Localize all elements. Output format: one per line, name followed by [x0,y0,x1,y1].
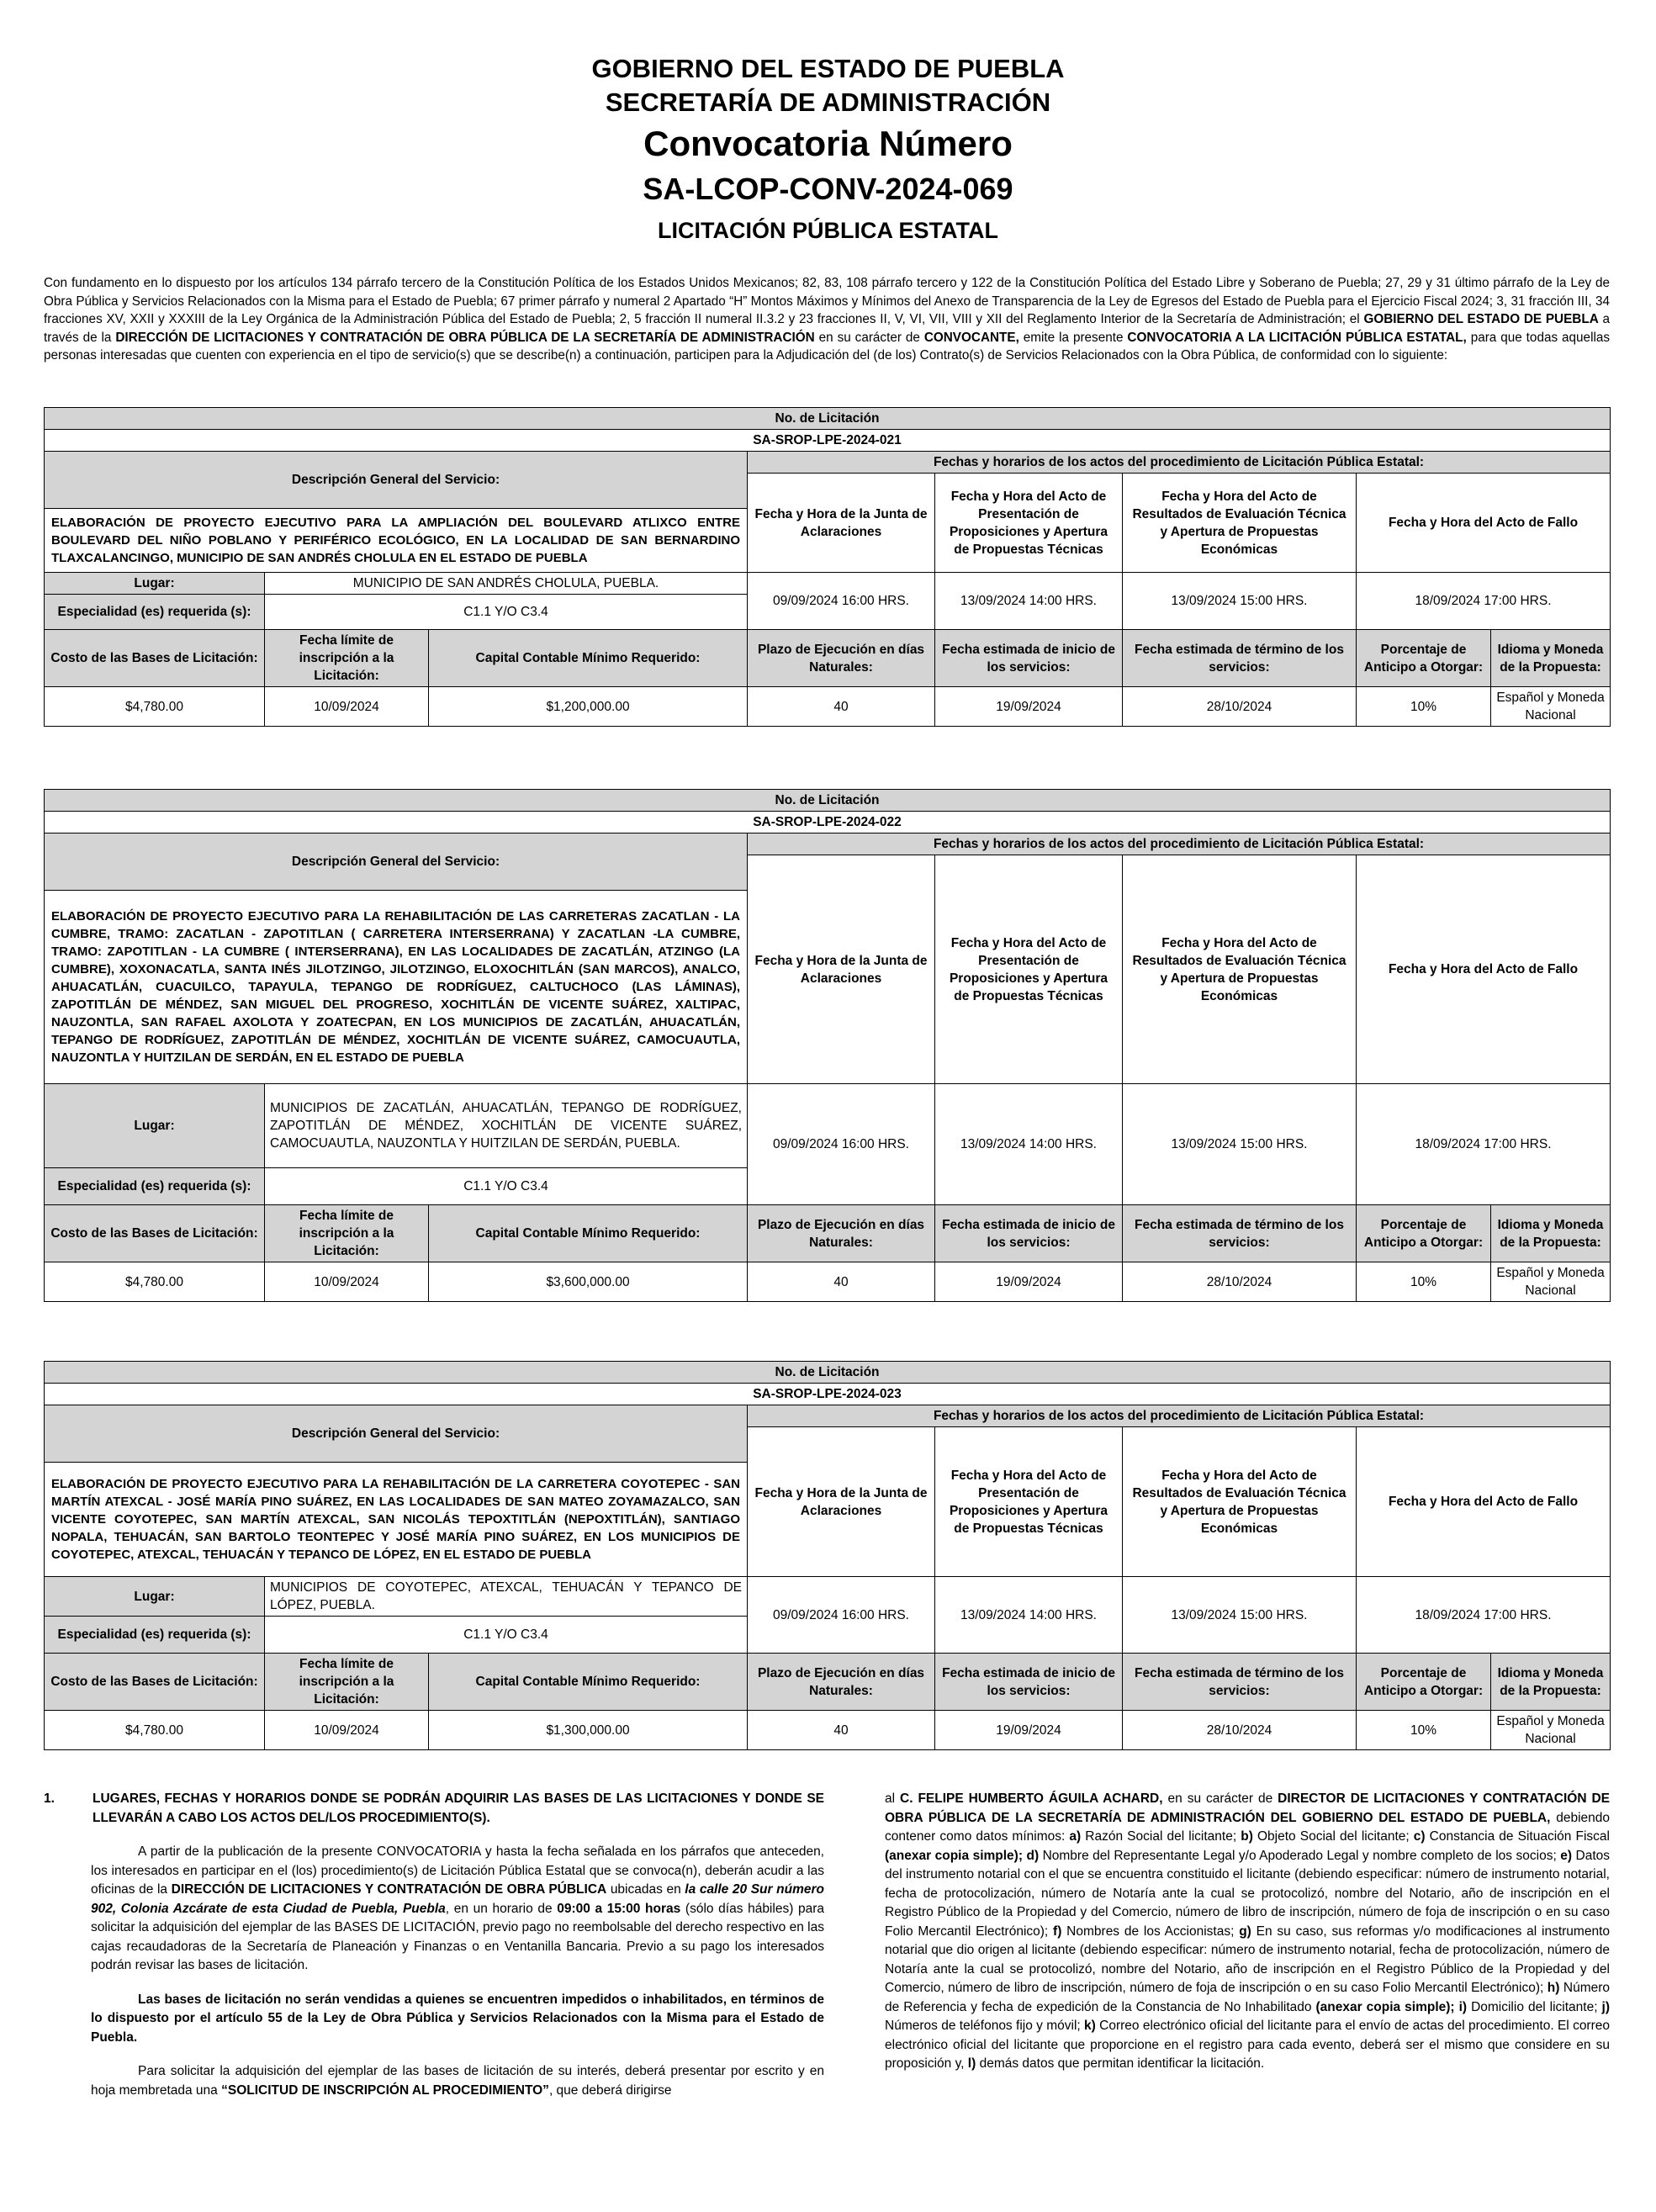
anticipo-label: Porcentaje de Anticipo a Otorgar: [1357,630,1491,687]
fallo-value: 18/09/2024 17:00 HRS. [1357,573,1611,630]
especialidad-label: Especialidad (es) requerida (s): [45,1617,265,1654]
descripcion-label: Descripción General del Servicio: [45,833,748,891]
fecha-limite-label: Fecha límite de inscripción a la Licitación: [265,1654,429,1711]
anticipo-label: Porcentaje de Anticipo a Otorgar: [1357,1205,1491,1262]
anticipo-value: 10% [1357,1262,1491,1302]
inicio-value: 19/09/2024 [935,687,1123,727]
resultados-label: Fecha y Hora del Acto de Resultados de Evaluación Técnica y Apertura de Propuestas Económicas [1123,855,1357,1084]
anticipo-value: 10% [1357,687,1491,727]
idioma-value: Español y Moneda Nacional [1491,1262,1611,1302]
anticipo-label: Porcentaje de Anticipo a Otorgar: [1357,1654,1491,1711]
junta-label: Fecha y Hora de la Junta de Aclaraciones [748,1427,935,1577]
header-secretaria: SECRETARÍA DE ADMINISTRACIÓN [605,87,1051,117]
capital-value: $1,200,000.00 [429,687,748,727]
document-header [0,52,1656,247]
plazo-label: Plazo de Ejecución en días Naturales: [748,1654,935,1711]
termino-label: Fecha estimada de término de los servicios: [1123,1205,1357,1262]
header-tipo: LICITACIÓN PÚBLICA ESTATAL [658,218,998,243]
descripcion-text: ELABORACIÓN DE PROYECTO EJECUTIVO PARA LA REHABILITACIÓN DE LA CARRETERA COYOTEPEC - SAN MARTÍN ATEXCAL - JOSÉ MARÍA PINO SUÁREZ, EN LAS LOCALIDADES DE SAN MATEO ZOYAMAZALCO, SAN VICENTE COYOTEPEC, SAN MARTÍN ATEXCAL, SAN NICOLÁS TEPOXTITLÁN (NEPOXTITLÁN), SANTIAGO NOPALA, TEHUACÁN, SAN BARTOLO TEONTEPEC Y JOSÉ MARÍA PINO SUÁREZ, EN LOS MUNICIPIOS DE COYOTEPEC, ATEXCAL, TEHUACÁN Y TEPANCO DE LÓPEZ, EN EL ESTADO DE PUEBLA [45,1463,748,1577]
presentacion-label: Fecha y Hora del Acto de Presentación de Proposiciones y Apertura de Propuestas Técnicas [935,855,1123,1084]
junta-value: 09/09/2024 16:00 HRS. [748,1084,935,1205]
left-column [44,1790,824,2100]
plazo-value: 40 [748,1711,935,1750]
fechas-horarios-label: Fechas y horarios de los actos del procedimiento de Licitación Pública Estatal: [748,833,1611,855]
plazo-value: 40 [748,687,935,727]
fallo-label: Fecha y Hora del Acto de Fallo [1357,855,1611,1084]
resultados-label: Fecha y Hora del Acto de Resultados de Evaluación Técnica y Apertura de Propuestas Económicas [1123,1427,1357,1577]
licitacion-number: SA-SROP-LPE-2024-021 [45,430,1611,452]
licitacion-number: SA-SROP-LPE-2024-023 [45,1384,1611,1405]
fallo-label: Fecha y Hora del Acto de Fallo [1357,1427,1611,1577]
licitacion-table-3 [44,1361,1611,1750]
inicio-label: Fecha estimada de inicio de los servicios: [935,630,1123,687]
idioma-value: Español y Moneda Nacional [1491,687,1611,727]
capital-label: Capital Contable Mínimo Requerido: [429,630,748,687]
section-title: LUGARES, FECHAS Y HORARIOS DONDE SE PODRÁN ADQUIRIR LAS BASES DE LAS LICITACIONES Y DONDE SE LLEVARÁN A CABO LOS ACTOS DEL/LOS PROCEDIMIENTO(S). [93,1791,824,1825]
capital-label: Capital Contable Mínimo Requerido: [429,1654,748,1711]
lugar-value: MUNICIPIO DE SAN ANDRÉS CHOLULA, PUEBLA. [265,573,748,595]
header-convocatoria: Convocatoria Número [643,124,1013,163]
descripcion-label: Descripción General del Servicio: [45,1405,748,1463]
capital-value: $1,300,000.00 [429,1711,748,1750]
idioma-label: Idioma y Moneda de la Propuesta: [1491,630,1611,687]
lugar-label: Lugar: [45,1577,265,1617]
especialidad-label: Especialidad (es) requerida (s): [45,595,265,630]
presentacion-label: Fecha y Hora del Acto de Presentación de Proposiciones y Apertura de Propuestas Técnicas [935,1427,1123,1577]
descripcion-label: Descripción General del Servicio: [45,452,748,509]
resultados-label: Fecha y Hora del Acto de Resultados de Evaluación Técnica y Apertura de Propuestas Económicas [1123,474,1357,573]
plazo-label: Plazo de Ejecución en días Naturales: [748,1205,935,1262]
inicio-value: 19/09/2024 [935,1711,1123,1750]
idioma-label: Idioma y Moneda de la Propuesta: [1491,1205,1611,1262]
resultados-value: 13/09/2024 15:00 HRS. [1123,1577,1357,1654]
section-1-paragraph-1: A partir de la publicación de la presente CONVOCATORIA y hasta la fecha señalada en los párrafos que anteceden, los interesados en participar en el (los) procedimiento(s) de Licitación Pública Estatal que se convoca(n), deberán acudir a las oficinas de la DIRECCIÓN DE LICITACIONES Y CONTRATACIÓN DE OBRA PÚBLICA ubicadas en la calle 20 Sur número 902, Colonia Azcárate de esta Ciudad de Puebla, Puebla, en un horario de 09:00 a 15:00 horas (sólo días hábiles) para solicitar la adquisición del ejemplar de las BASES DE LICITACIÓN, previo pago no reembolsable del derecho respectivo en las cajas recaudadoras de la Secretaría de Planeación y Finanzas o en Ventanilla Bancaria. Previo a su pago los interesados podrán revisar las bases de licitación. [91,1844,825,1972]
fecha-limite-label: Fecha límite de inscripción a la Licitación: [265,1205,429,1262]
junta-label: Fecha y Hora de la Junta de Aclaraciones [748,474,935,573]
no-licitacion-label: No. de Licitación [45,790,1611,812]
inicio-value: 19/09/2024 [935,1262,1123,1302]
lugar-value: MUNICIPIOS DE ZACATLÁN, AHUACATLÁN, TEPANGO DE RODRÍGUEZ, ZAPOTITLÁN DE MÉNDEZ, XOCHITLÁN DE VICENTE SUÁREZ, CAMOCUAUTLA, NAUZONTLA Y HUITZILAN DE SERDÁN, PUEBLA. [265,1084,748,1168]
termino-label: Fecha estimada de término de los servicios: [1123,630,1357,687]
costo-value: $4,780.00 [45,1262,265,1302]
especialidad-label: Especialidad (es) requerida (s): [45,1168,265,1205]
termino-label: Fecha estimada de término de los servicios: [1123,1654,1357,1711]
fallo-value: 18/09/2024 17:00 HRS. [1357,1084,1611,1205]
licitacion-table-1 [44,407,1611,727]
lugar-label: Lugar: [45,1084,265,1168]
fechas-horarios-label: Fechas y horarios de los actos del procedimiento de Licitación Pública Estatal: [748,452,1611,474]
no-licitacion-label: No. de Licitación [45,408,1611,430]
right-column: al C. FELIPE HUMBERTO ÁGUILA ACHARD, en su carácter de DIRECTOR DE LICITACIONES Y CONTRATACIÓN DE OBRA PÚBLICA DE LA SECRETARÍA DE ADMINISTRACIÓN DEL GOBIERNO DEL ESTADO DE PUEBLA, debiendo contener como datos mínimos: a) Razón Social del licitante; b) Objeto Social del licitante; c) Constancia de Situación Fiscal (anexar copia simple); d) Nombre del Representante Legal y/o Apoderado Legal y nombre completo de los socios; e) Datos del instrumento notarial con el que se encuentra constituido el licitante (debiendo especificar: número de instrumento notarial, fecha de protocolización, número de Notaría ante la cual se protocolizó, nombre del Notario, año de inscripción en el Registro Público de la Propiedad y del Comercio, número de libro de inscripción, número de foja de inscripción o en su caso Folio Mercantil Electrónico); f) Nombres de los Accionistas; g) En su caso, sus reformas y/o modificaciones al instrumento notarial que dio origen al licitante (debiendo especificar: número de instrumento notarial, fecha de protocolización, número de Notaría ante la cual se protocolizó, nombre del Notario, año de inscripción en el Registro Público de la Propiedad y del Comercio, número de libro de inscripción, número de foja de inscripción o en su caso Folio Mercantil Electrónico); h) Número de Referencia y fecha de expedición de la Constancia de No Inhabilitado (anexar copia simple); i) Domicilio del licitante; j) Números de teléfonos fijo y móvil; k) Correo electrónico oficial del licitante para el envío de actas del procedimiento. El correo electrónico oficial del licitante que proporcione en el registro para cada evento, deberá ser el mismo que considere en su proposición y, l) demás datos que permitan identificar la licitación. [885,1791,1611,2071]
presentacion-label: Fecha y Hora del Acto de Presentación de Proposiciones y Apertura de Propuestas Técnicas [935,474,1123,573]
costo-value: $4,780.00 [45,687,265,727]
descripcion-text: ELABORACIÓN DE PROYECTO EJECUTIVO PARA LA REHABILITACIÓN DE LAS CARRETERAS ZACATLAN - LA CUMBRE, TRAMO: ZACATLAN - ZAPOTITLAN ( CARRETERA INTERSERRANA) Y ZACATLAN -LA CUMBRE, TRAMO: ZAPOTITLAN - LA CUMBRE ( INTERSERRANA), EN LAS LOCALIDADES DE ZACATLÁN, ATZINGO (LA CUMBRE), XOXONACATLA, SANTA INÉS JILOTZINGO, JILOTZINGO, ELOXOCHITLÁN (SAN MARCOS), ANALCO, AHUACATLÁN, CUACUILCO, TAPAYULA, TEPANGO DE RODRÍGUEZ, CALTUCHOCO (LAS LÁMINAS), ZAPOTITLÁN DE MÉNDEZ, SAN MIGUEL DEL PROGRESO, XOCHITLÁN DE VICENTE SUÁREZ, XALTIPAC, NAUZONTLA, SAN RAFAEL AXOLOTA Y ZOATECPAN, EN LOS MUNICIPIOS DE ZACATLÁN, AHUACATLÁN, TEPANGO DE RODRÍGUEZ, ZAPOTITLÁN DE MÉNDEZ, XOCHITLÁN DE VICENTE SUÁREZ, CAMOCUAUTLA, NAUZONTLA Y HUITZILAN DE SERDÁN, EN EL ESTADO DE PUEBLA [45,891,748,1084]
fecha-limite-label: Fecha límite de inscripción a la Licitación: [265,630,429,687]
termino-value: 28/10/2024 [1123,1262,1357,1302]
presentacion-value: 13/09/2024 14:00 HRS. [935,573,1123,630]
intro-paragraph: Con fundamento en lo dispuesto por los artículos 134 párrafo tercero de la Constitución Política de los Estados Unidos Mexicanos; 82, 83, 108 párrafo tercero y 122 de la Constitución Política del Estado Libre y Soberano de Puebla; 27, 29 y 31 último párrafo de la Ley de Obra Pública y Servicios Relacionados con la Misma para el Estado de Puebla; 67 primer párrafo y numeral 2 Apartado “H” Montos Máximos y Mínimos del Anexo de Transparencia de la Ley de Egresos del Estado de Puebla para el Ejercicio Fiscal 2024; 3, 31 fracción III, 34 fracciones XV, XXII y XXXIII de la Ley Orgánica de la Administración Pública del Estado de Puebla; 2, 5 fracción II numeral II.3.2 y 23 fracciones II, V, VI, VII, VIII y XII del Reglamento Interior de la Secretaría de Administración; el GOBIERNO DEL ESTADO DE PUEBLA a través de la DIRECCIÓN DE LICITACIONES Y CONTRATACIÓN DE OBRA PÚBLICA DE LA SECRETARÍA DE ADMINISTRACIÓN en su carácter de CONVOCANTE, emite la presente CONVOCATORIA A LA LICITACIÓN PÚBLICA ESTATAL, para que todas aquellas personas interesadas que cuenten con experiencia en el tipo de servicio(s) que se describe(n) a continuación, participen para la Adjudicación del (de los) Contrato(s) de Servicios Relacionados con la Obra Pública, de conformidad con lo siguiente: [44,276,1611,362]
fechas-horarios-label: Fechas y horarios de los actos del procedimiento de Licitación Pública Estatal: [748,1405,1611,1427]
presentacion-value: 13/09/2024 14:00 HRS. [935,1084,1123,1205]
lugar-value: MUNICIPIOS DE COYOTEPEC, ATEXCAL, TEHUACÁN Y TEPANCO DE LÓPEZ, PUEBLA. [265,1577,748,1617]
inicio-label: Fecha estimada de inicio de los servicios: [935,1654,1123,1711]
especialidad-value: C1.1 Y/O C3.4 [265,595,748,630]
termino-value: 28/10/2024 [1123,1711,1357,1750]
lugar-label: Lugar: [45,573,265,595]
plazo-label: Plazo de Ejecución en días Naturales: [748,630,935,687]
header-gobierno: GOBIERNO DEL ESTADO DE PUEBLA [591,54,1065,83]
no-licitacion-label: No. de Licitación [45,1362,1611,1384]
costo-value: $4,780.00 [45,1711,265,1750]
idioma-value: Español y Moneda Nacional [1491,1711,1611,1750]
fallo-label: Fecha y Hora del Acto de Fallo [1357,474,1611,573]
header-numero: SA-LCOP-CONV-2024-069 [643,172,1013,206]
junta-value: 09/09/2024 16:00 HRS. [748,1577,935,1654]
section-1-paragraph-2: Las bases de licitación no serán vendidas a quienes se encuentren impedidos o inhabilitados, en términos de lo dispuesto por el artículo 55 de la Ley de Obra Pública y Servicios Relacionados con la Misma para el Estado de Puebla. [91,1992,824,2045]
junta-value: 09/09/2024 16:00 HRS. [748,573,935,630]
section-number: 1. [44,1791,55,1806]
section-1-paragraph-3: Para solicitar la adquisición del ejemplar de las bases de licitación de su interés, deberá presentar por escrito y en hoja membretada una “SOLICITUD DE INSCRIPCIÓN AL PROCEDIMIENTO”, que deberá dirigirse [91,2064,824,2098]
resultados-value: 13/09/2024 15:00 HRS. [1123,1084,1357,1205]
section-1-heading [44,1790,824,1828]
termino-value: 28/10/2024 [1123,687,1357,727]
junta-label: Fecha y Hora de la Junta de Aclaraciones [748,855,935,1084]
licitacion-number: SA-SROP-LPE-2024-022 [45,812,1611,833]
presentacion-value: 13/09/2024 14:00 HRS. [935,1577,1123,1654]
costo-label: Costo de las Bases de Licitación: [45,1205,265,1262]
plazo-value: 40 [748,1262,935,1302]
anticipo-value: 10% [1357,1711,1491,1750]
costo-label: Costo de las Bases de Licitación: [45,630,265,687]
costo-label: Costo de las Bases de Licitación: [45,1654,265,1711]
resultados-value: 13/09/2024 15:00 HRS. [1123,573,1357,630]
fecha-limite-value: 10/09/2024 [265,687,429,727]
idioma-label: Idioma y Moneda de la Propuesta: [1491,1654,1611,1711]
licitacion-table-2 [44,789,1611,1302]
capital-value: $3,600,000.00 [429,1262,748,1302]
capital-label: Capital Contable Mínimo Requerido: [429,1205,748,1262]
especialidad-value: C1.1 Y/O C3.4 [265,1617,748,1654]
fecha-limite-value: 10/09/2024 [265,1711,429,1750]
fallo-value: 18/09/2024 17:00 HRS. [1357,1577,1611,1654]
fecha-limite-value: 10/09/2024 [265,1262,429,1302]
especialidad-value: C1.1 Y/O C3.4 [265,1168,748,1205]
inicio-label: Fecha estimada de inicio de los servicios: [935,1205,1123,1262]
descripcion-text: ELABORACIÓN DE PROYECTO EJECUTIVO PARA LA AMPLIACIÓN DEL BOULEVARD ATLIXCO ENTRE BOULEVARD DEL NIÑO POBLANO Y PERIFÉRICO ECOLÓGICO, EN LA LOCALIDAD DE SAN BERNARDINO TLAXCALANCINGO, MUNICIPIO DE SAN ANDRÉS CHOLULA EN EL ESTADO DE PUEBLA [45,509,748,573]
